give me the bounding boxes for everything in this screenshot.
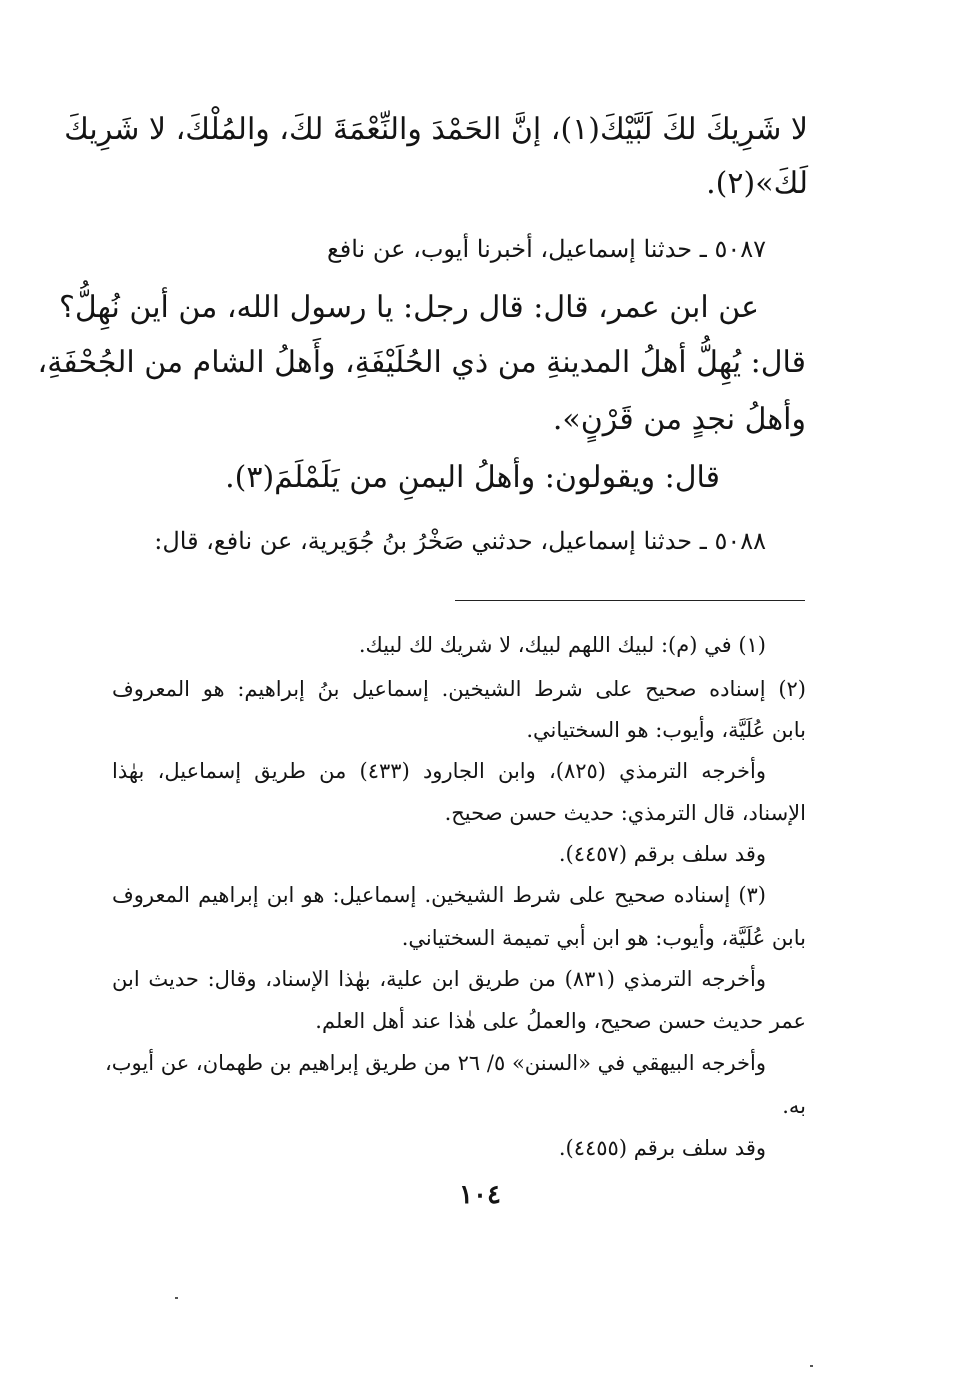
- scan-speck: [810, 1365, 813, 1367]
- hadith-5087-heading: ٥٠٨٧ ـ حدثنا إسماعيل، أخبرنا أيوب، عن نافع: [326, 235, 766, 263]
- footnote-2-line-2: بابن عُلَيَّة، وأيوب: هو السختياني.: [526, 718, 806, 742]
- footnote-3-line-5: وأخرجه البيهقي في «السنن» ٥/ ٢٦ من طريق إبراهيم بن طهمان، عن أيوب،: [104, 1051, 766, 1075]
- footnote-3-line-3: وأخرجه الترمذي (٨٣١) من طريق ابن علية، بهٰذا الإسناد، وقال: حديث ابن: [112, 967, 766, 991]
- footnote-3-line-7: وقد سلف برقم (٤٤٥٥).: [558, 1136, 766, 1160]
- footnote-2-line-5: وقد سلف برقم (٤٤٥٧).: [558, 842, 766, 866]
- footnote-3-line-2: بابن عُلَيَّة، وأيوب: هو ابن أبي تميمة السختياني.: [401, 926, 806, 950]
- footnote-1: (١) في (م): لبيك اللهم لبيك، لا شريك لك لبيك.: [358, 633, 766, 657]
- main-text-line-6: وأهلُ نجدٍ من قَرْنٍ».: [552, 402, 806, 437]
- footnote-2-line-1: (٢) إسناده صحيح على شرط الشيخين. إسماعيل بنُ إبراهيم: هو المعروف: [112, 677, 806, 701]
- footnote-3-line-4: عمر حديث حسن صحيح، والعملُ على هٰذا عند أهل العلم.: [315, 1009, 806, 1033]
- footnote-3-line-6: به.: [782, 1094, 806, 1118]
- footnote-separator: [455, 600, 805, 601]
- footnote-2-line-3: وأخرجه الترمذي (٨٢٥)، وابن الجارود (٤٣٣) من طريق إسماعيل، بهٰذا: [112, 759, 766, 783]
- footnote-2-line-4: الإسناد، قال الترمذي: حديث حسن صحيح.: [444, 801, 806, 825]
- main-text-line-4: عن ابن عمر، قال: قال رجل: يا رسول الله، من أين نُهِلُّ؟: [59, 290, 759, 325]
- footnote-3-line-1: (٣) إسناده صحيح على شرط الشيخين. إسماعيل: هو ابن إبراهيم المعروف: [112, 883, 766, 907]
- main-text-line-5: قال: يُهِلُّ أهلُ المدينةِ من ذي الحُلَيْفَةِ، وأَهلُ الشام من الجُحْفَةِ،: [37, 345, 806, 380]
- page-number: ١٠٤: [459, 1180, 501, 1210]
- main-text-line-1: لا شَرِيكَ لكَ لَبَّيْكَ(١)، إنَّ الحَمْدَ والنِّعْمَةَ لكَ، والمُلْكَ، لا شَرِيكَ: [64, 112, 808, 147]
- scan-speck: [175, 1297, 178, 1299]
- main-text-line-7: قال: ويقولون: وأهلُ اليمنِ من يَلَمْلَمَ(٣).: [225, 460, 720, 495]
- main-text-line-2: لَكَ»(٢).: [706, 166, 808, 201]
- hadith-5088-heading: ٥٠٨٨ ـ حدثنا إسماعيل، حدثني صَخْرُ بنُ جُوَيرية، عن نافع، قال:: [154, 527, 766, 555]
